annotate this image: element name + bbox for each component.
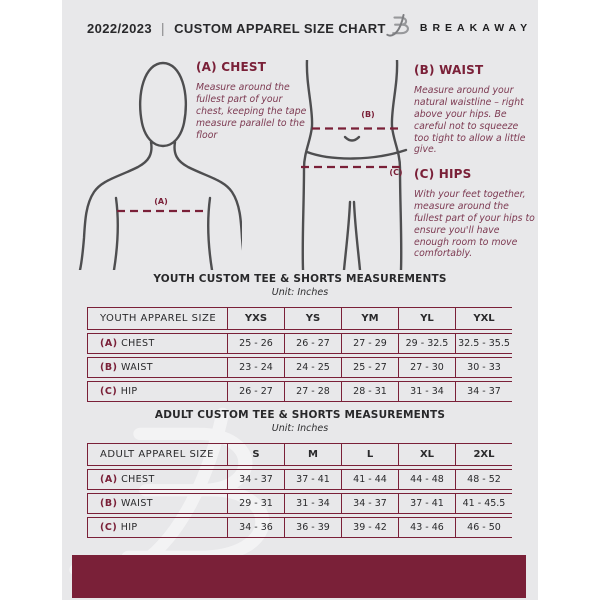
measurement-cell: 26 - 27	[227, 381, 284, 402]
measurement-cell: 34 - 37	[227, 469, 284, 490]
hips-description: With your feet together, measure around the fullest part of your hips to ensure you'll have enough room to move comfortably.	[414, 189, 535, 260]
hips-heading: (C) HIPS	[414, 167, 472, 181]
measurement-cell: 29 - 31	[227, 493, 284, 514]
adult-table-title: ADULT CUSTOM TEE & SHORTS MEASUREMENTS	[154, 409, 446, 421]
size-col-header: YM	[341, 307, 398, 330]
adult-chest-row	[87, 469, 512, 490]
row-label	[87, 333, 227, 354]
measurement-cell: 31 - 34	[398, 381, 455, 402]
page-title: CUSTOM APPAREL SIZE CHART	[174, 20, 386, 36]
size-col-header: YL	[398, 307, 455, 330]
footer-bar	[72, 555, 526, 598]
size-col-header: YS	[284, 307, 341, 330]
youth-hip-row	[87, 381, 512, 402]
row-key: (C)	[100, 522, 118, 533]
measurement-cell: 36 - 39	[284, 517, 341, 538]
measurement-cell: 39 - 42	[341, 517, 398, 538]
header-title	[87, 20, 386, 36]
breakaway-logo-icon	[386, 13, 412, 43]
measurement-cell: 37 - 41	[398, 493, 455, 514]
measurement-cell: 25 - 26	[227, 333, 284, 354]
row-name: HIP	[120, 522, 138, 533]
size-col-header: M	[284, 443, 341, 466]
measurement-cell: 23 - 24	[227, 357, 284, 378]
row-name: WAIST	[120, 362, 153, 373]
youth-table-title: YOUTH CUSTOM TEE & SHORTS MEASUREMENTS	[153, 273, 447, 285]
waist-description: Measure around your natural waistline – right above your hips. Be careful not to squeeze too tight to allow a little give.	[414, 85, 526, 156]
measurement-cell: 41 - 45.5	[455, 493, 512, 514]
youth-chest-row	[87, 333, 512, 354]
header-divider: |	[161, 20, 165, 36]
measurement-cell: 29 - 32.5	[398, 333, 455, 354]
measurement-cell: 25 - 27	[341, 357, 398, 378]
waist-heading: (B) WAIST	[414, 63, 484, 77]
page-background	[62, 0, 538, 600]
adult-hip-row	[87, 517, 512, 538]
size-col-header: XL	[398, 443, 455, 466]
row-label	[87, 357, 227, 378]
youth-header-row	[87, 307, 512, 330]
size-col-header: YXL	[455, 307, 512, 330]
row-label	[87, 493, 227, 514]
measurement-cell: 46 - 50	[455, 517, 512, 538]
row-label	[87, 517, 227, 538]
row-label	[87, 469, 227, 490]
header-year: 2022/2023	[87, 20, 153, 36]
row-key: (A)	[100, 338, 118, 349]
measurement-cell: 44 - 48	[398, 469, 455, 490]
waist-instruction	[414, 63, 536, 156]
brand-name: BREAKAWAY	[419, 22, 533, 34]
brand-lockup	[386, 13, 532, 43]
chest-marker-label: (A)	[154, 197, 168, 206]
chest-instruction	[196, 60, 310, 141]
measurement-cell: 37 - 41	[284, 469, 341, 490]
measurement-cell: 28 - 31	[341, 381, 398, 402]
adult-waist-row	[87, 493, 512, 514]
adult-table-unit: Unit: Inches	[271, 423, 329, 434]
measurement-cell: 48 - 52	[455, 469, 512, 490]
row-name: CHEST	[121, 338, 155, 349]
header	[87, 14, 533, 42]
measurement-cell: 27 - 28	[284, 381, 341, 402]
adult-header-row	[87, 443, 512, 466]
size-col-header: YXS	[227, 307, 284, 330]
measurement-cell: 32.5 - 35.5	[455, 333, 512, 354]
chest-description: Measure around the fullest part of your chest, keeping the tape measure parallel to the floor	[196, 82, 307, 141]
size-col-header: S	[227, 443, 284, 466]
row-key: (B)	[100, 362, 118, 373]
waist-marker-label: (B)	[361, 110, 375, 119]
measurement-cell: 41 - 44	[341, 469, 398, 490]
row-name: WAIST	[120, 498, 153, 509]
youth-waist-row	[87, 357, 512, 378]
youth-table-unit: Unit: Inches	[271, 287, 329, 298]
row-key: (B)	[100, 498, 118, 509]
row-name: HIP	[120, 386, 138, 397]
measurement-cell: 43 - 46	[398, 517, 455, 538]
size-col-header: 2XL	[455, 443, 512, 466]
row-label	[87, 381, 227, 402]
measurement-cell: 26 - 27	[284, 333, 341, 354]
hips-instruction	[414, 167, 536, 260]
hips-marker-label: (C)	[389, 168, 403, 177]
youth-size-table	[87, 304, 512, 405]
measurement-cell: 30 - 33	[455, 357, 512, 378]
adult-size-header: ADULT APPAREL SIZE	[87, 443, 227, 466]
youth-size-header: YOUTH APPAREL SIZE	[87, 307, 227, 330]
measurement-cell: 24 - 25	[284, 357, 341, 378]
measurement-cell: 34 - 37	[455, 381, 512, 402]
measurement-cell: 34 - 36	[227, 517, 284, 538]
measurement-cell: 34 - 37	[341, 493, 398, 514]
measurement-cell: 27 - 30	[398, 357, 455, 378]
row-key: (C)	[100, 386, 118, 397]
measurement-cell: 31 - 34	[284, 493, 341, 514]
size-col-header: L	[341, 443, 398, 466]
adult-size-table	[87, 440, 512, 541]
chest-heading: (A) CHEST	[196, 60, 267, 74]
measurement-cell: 27 - 29	[341, 333, 398, 354]
row-name: CHEST	[121, 474, 155, 485]
row-key: (A)	[100, 474, 118, 485]
